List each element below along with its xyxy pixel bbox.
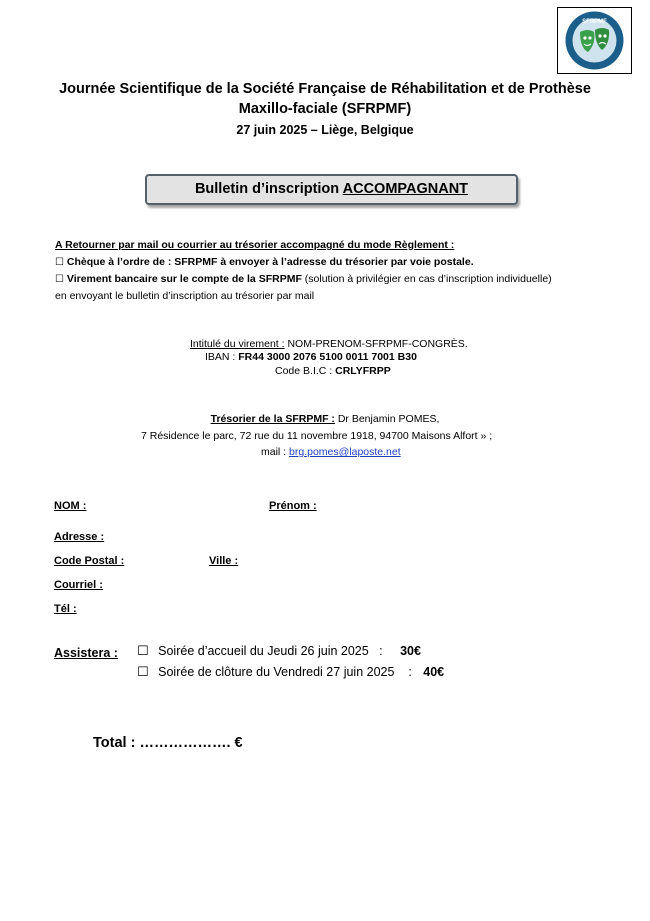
iban-line — [205, 351, 417, 363]
iban-label: IBAN : — [205, 351, 239, 363]
logo-text: SFRPMF — [582, 19, 607, 25]
bic-label: Code B.I.C : — [275, 365, 336, 377]
mail-label: mail : — [261, 446, 290, 458]
courriel-label: Courriel : — [54, 579, 103, 591]
tel-label: Tél : — [54, 603, 77, 615]
sfrpmf-logo — [557, 7, 632, 74]
event-row-cloture — [137, 665, 444, 680]
bulletin-prefix: Bulletin d’inscription — [194, 181, 343, 197]
payment-option-cheque — [55, 256, 474, 268]
prenom-label: Prénom : — [269, 500, 317, 512]
event-row-accueil — [137, 644, 421, 659]
bulletin-banner — [145, 174, 518, 205]
treasurer-name: Dr Benjamin POMES, — [334, 413, 440, 425]
total-line: Total : ………………. € — [93, 735, 243, 751]
code-postal-label: Code Postal : — [54, 555, 125, 567]
checkbox-virement[interactable]: ☐ — [55, 274, 64, 285]
title-text: Journée Scientifique de la Société Française de Réhabilitation et de Prothèse Maxillo-faciale (SFRPMF) — [59, 81, 591, 117]
checkbox-cheque[interactable]: ☐ — [55, 257, 64, 268]
payment-option-virement — [55, 273, 552, 285]
payment-heading: A Retourner par mail ou courrier au trésorier accompagné du mode Règlement : — [55, 239, 455, 251]
treasurer-email-link[interactable]: brg.pomes@laposte.net — [289, 446, 401, 458]
bank-value: NOM-PRENOM-SFRPMF-CONGRÈS. — [284, 338, 468, 350]
bank-label-line — [190, 338, 468, 350]
event-cloture-label: Soirée de clôture du Vendredi 27 juin 2025 : — [158, 665, 412, 679]
assistera-label: Assistera : — [54, 646, 118, 660]
iban-value: FR44 3000 2076 5100 0011 7001 B30 — [238, 351, 417, 363]
bic-line — [275, 365, 391, 377]
treasurer-line — [0, 413, 650, 425]
ville-label: Ville : — [209, 555, 239, 567]
checkbox-accueil[interactable]: ☐ — [137, 644, 149, 659]
cheque-text: Chèque à l’ordre de : SFRPMF à envoyer à l’adresse du trésorier par voie postale. — [66, 256, 474, 268]
date-place: 27 juin 2025 – Liège, Belgique — [236, 123, 414, 137]
virement-text-bold: Virement bancaire sur le compte de la SFRPMF — [66, 273, 302, 285]
event-accueil-price: 30€ — [400, 644, 421, 658]
page-title — [0, 79, 650, 119]
nom-label: NOM : — [54, 500, 87, 512]
checkbox-cloture[interactable]: ☐ — [137, 665, 149, 680]
bulletin-highlight: ACCOMPAGNANT — [342, 181, 469, 197]
event-accueil-label: Soirée d’accueil du Jeudi 26 juin 2025 : — [158, 644, 383, 658]
adresse-label: Adresse : — [54, 531, 105, 543]
bank-label: Intitulé du virement : — [190, 338, 285, 350]
theatre-masks-icon — [558, 8, 631, 73]
event-cloture-price: 40€ — [423, 665, 445, 679]
treasurer-address: 7 Résidence le parc, 72 rue du 11 novembre 1918, 94700 Maisons Alfort » ; — [141, 430, 493, 442]
bic-value: CRLYFRPP — [335, 365, 391, 377]
treasurer-label: Trésorier de la SFRPMF : — [210, 413, 335, 425]
virement-text-rest: (solution à privilégier en cas d’inscription individuelle) — [301, 273, 552, 285]
virement-line2: en envoyant le bulletin d’inscription au trésorier par mail — [55, 290, 315, 302]
treasurer-mail-line — [261, 446, 401, 458]
